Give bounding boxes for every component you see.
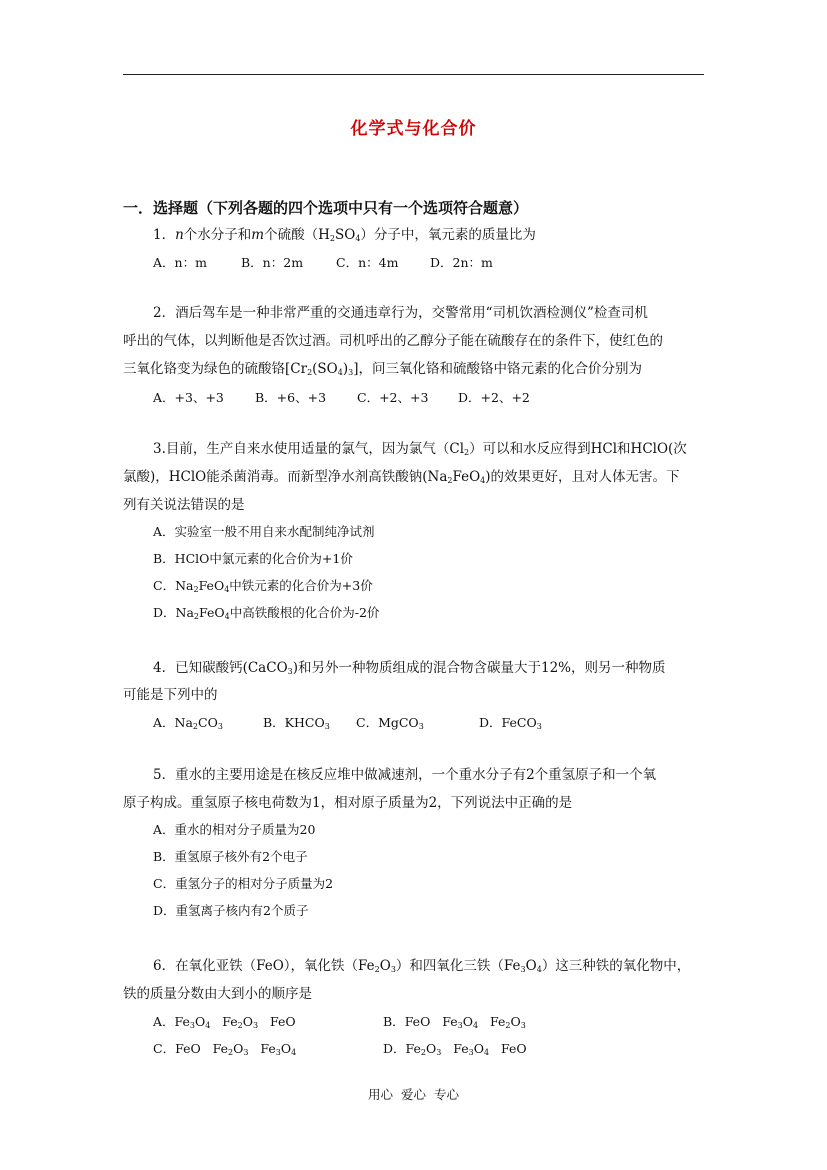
question-6-line-1: 6．在氧化亚铁（FeO），氧化铁$(Fe_2O_3)$和四氧化三铁$(Fe_3O_4)$这三种铁的氧化物中， (153, 958, 691, 974)
question-2-line-2: 呼出的气体，以判断他是否饮过酒。司机呼出的乙醇分子能在硫酸存在的条件下，使红色的 (123, 333, 663, 349)
question-2-option-a: A．+3、+3 (153, 390, 224, 405)
question-2-option-d: D．+2、+2 (458, 390, 530, 405)
question-4-line-1: 4．已知碳酸钙(CaCO$_3$)和另外一种物质组成的混合物含碳量大于12%，则另一种物质 (153, 660, 666, 676)
question-3-option-d: D．$Na_2FeO_4$中高铁酸根的化合价为-2价 (153, 605, 380, 621)
question-2-option-c: C．+2、+3 (357, 390, 429, 405)
question-4-option-a: A．$Na_2CO_3$ (153, 715, 223, 731)
question-6-option-b: B．FeO $Fe_3O_4$ $Fe_2O_3$ (383, 1014, 526, 1030)
question-4-option-b: B．$KHCO_3$ (263, 715, 330, 731)
question-1-option-c: C．n：4m (336, 255, 399, 270)
question-5-option-b: B．重氢原子核外有2个电子 (153, 849, 308, 864)
question-2-line-3: 三氧化铬变为绿色的硫酸铬$[Cr_2(SO_4)_3]$，问三氧化铬和硫酸铬中铬元素的化合价分别为 (123, 361, 642, 377)
question-4-option-d: D．FeCO$_3$ (479, 715, 542, 731)
header-rule (123, 74, 704, 75)
question-3-line-1: 3.目前，生产自来水使用适量的氯气，因为氯气$(Cl_2)$可以和水反应得到HCl和HClO(次 (153, 441, 687, 457)
question-4-option-c: C．MgCO$_3$ (356, 715, 424, 731)
question-5-line-2: 原子构成。重氢原子核电荷数为1，相对原子质量为2，下列说法中正确的是 (123, 795, 573, 811)
question-2-option-b: B．+6、+3 (255, 390, 327, 405)
page-title: 化学式与化合价 (350, 119, 477, 139)
question-1-option-a: A．n：m (153, 255, 207, 270)
question-6-option-c: C．FeO $Fe_2O_3$ $Fe_3O_4$ (153, 1041, 297, 1057)
question-3-option-c: C．$Na_2FeO_4$中铁元素的化合价为+3价 (153, 578, 373, 594)
question-6-option-a: A．$Fe_3O_4$ $Fe_2O_3$ FeO (153, 1014, 296, 1030)
question-1-stem: 1．n个水分子和m个硫酸$(H_2SO_4)$分子中，氧元素的质量比为 (153, 227, 536, 243)
question-1-option-b: B．n：2m (241, 255, 304, 270)
page-footer: 用心 爱心 专心 (368, 1087, 459, 1102)
question-4-line-2: 可能是下列中的 (123, 687, 218, 703)
question-1-option-d: D．2n：m (430, 255, 493, 270)
section-heading: 一．选择题（下列各题的四个选项中只有一个选项符合题意） (123, 199, 529, 217)
question-2-line-1: 2．酒后驾车是一种非常严重的交通违章行为，交警常用“司机饮酒检测仪”检查司机 (153, 305, 648, 321)
question-3-line-3: 列有关说法错误的是 (123, 497, 245, 513)
question-5-option-d: D．重氢离子核内有2个质子 (153, 903, 309, 918)
question-3-option-b: B．HClO中氯元素的化合价为+1价 (153, 551, 353, 566)
question-3-line-2: 氯酸)，HClO能杀菌消毒。而新型净水剂高铁酸钠$(Na_2FeO_4)$的效果更好，且对人体无害。下 (123, 469, 680, 485)
question-5-option-a: A．重水的相对分子质量为20 (153, 822, 316, 837)
question-5-option-c: C．重氢分子的相对分子质量为2 (153, 876, 334, 891)
question-5-line-1: 5．重水的主要用途是在核反应堆中做减速剂，一个重水分子有2个重氢原子和一个氧 (153, 767, 657, 783)
question-6-option-d: D．$Fe_2O_3$ $Fe_3O_4$ FeO (383, 1041, 527, 1057)
question-6-line-2: 铁的质量分数由大到小的顺序是 (123, 986, 312, 1002)
question-3-option-a: A．实验室一般不用自来水配制纯净试剂 (153, 524, 375, 539)
